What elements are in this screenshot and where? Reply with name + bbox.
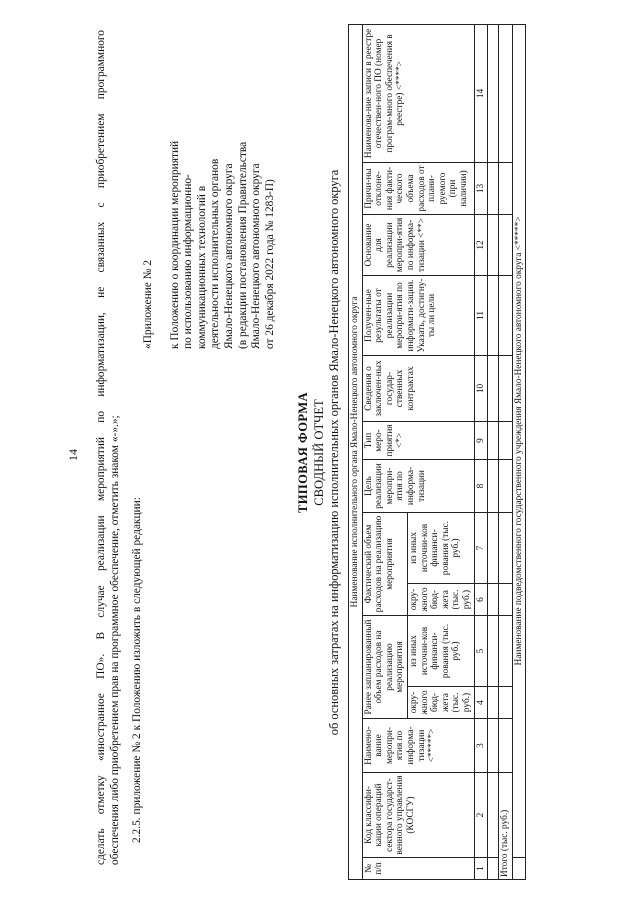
num-cell: 6 — [474, 584, 488, 616]
num-cell: 11 — [474, 276, 488, 356]
number-row — [474, 24, 488, 879]
num-cell: 8 — [474, 460, 488, 513]
subordinate-header: Наименование подведомственного государственного учреждения Ямало-Ненецкого автономного округа <*****> — [512, 24, 526, 857]
col-registry: Наименова-ние записи в реестре отечествен-ного ПО (номер програм-много обеспечения в реестре) <****> — [362, 24, 474, 162]
col-num: № п/п — [362, 858, 474, 880]
num-cell: 10 — [474, 356, 488, 422]
col-kosgu: Код классифи-кации операций сектора государст-венного управления (КОСГУ) — [362, 773, 474, 858]
report-subtitle: об основных затратах на информатизацию исполнительных органов Ямало-Ненецкого автономного округа — [327, 169, 341, 736]
col-planned-group: Ранее запланированный объем расходов на реализацию мероприятия — [362, 616, 407, 719]
col-actual-district: окру-жного бюд-жета (тыс. руб.) — [407, 584, 474, 616]
intro-line-1: сделать отметку «иностранное ПО». В случае реализации мероприятий по информатизации, не связанных с приобретением программного — [95, 30, 107, 865]
col-actual-other: из иных источни-ков финанси-рования (тыс. руб.) — [407, 513, 474, 584]
appendix-line: от 26 декабря 2022 года № 1283-П) — [263, 179, 276, 349]
total-label: Итого (тыс. руб.) — [499, 773, 513, 880]
num-cell: 13 — [474, 163, 488, 215]
col-event-name: Наимено-вание меропри-ятия по информа-тизации <*****> — [362, 719, 474, 773]
report-title: СВОДНЫЙ ОТЧЕТ — [312, 399, 326, 506]
appendix-line: (в редакции постановления Правительства — [236, 141, 249, 349]
num-cell: 14 — [474, 24, 488, 162]
intro-item: 2.2.5. приложение № 2 к Положению изложить в следующей редакции: — [131, 497, 143, 843]
appendix-note — [142, 49, 277, 349]
col-deviation: Причи-ны отклоне-ния факти-ческого объема расходов от плани-руемого (при наличии) — [362, 163, 474, 215]
num-cell: 4 — [474, 687, 488, 719]
empty-row — [488, 24, 499, 879]
org-header: Наименование исполнительного органа Ямало-Ненецкого автономного округа — [349, 24, 363, 879]
col-contracts: Сведения о заключен-ных государ-ственных контрактах — [362, 356, 474, 422]
num-cell: 7 — [474, 513, 488, 584]
col-planned-district: окру-жного бюд-жета (тыс. руб.) — [407, 687, 474, 719]
appendix-line: коммуникационных технологий в — [195, 185, 208, 349]
col-actual-group: Фактический объем расходов на реализацию мероприятия — [362, 513, 407, 616]
appendix-line: по использованию информационно- — [182, 174, 195, 349]
num-cell: 1 — [474, 858, 488, 880]
page-number: 14 — [66, 449, 80, 461]
num-cell: 12 — [474, 215, 488, 276]
num-cell: 2 — [474, 773, 488, 858]
col-results: Получен-ные результаты от реализации меропри-ятия по информати-зации. Указать, достигну-ты ли цели — [362, 276, 474, 356]
summary-table — [348, 24, 526, 880]
intro-paragraph — [94, 30, 122, 865]
col-goal: Цель реализации меропри-ятия по информа-тизации — [362, 460, 474, 513]
col-planned-other: из иных источни-ков финанси-рования (тыс. руб.) — [407, 616, 474, 687]
appendix-line: к Положению о координации мероприятий — [168, 140, 181, 349]
appendix-line: Ямало-Ненецкого автономного округа — [222, 163, 235, 349]
total-row — [499, 24, 513, 879]
num-cell: 5 — [474, 616, 488, 687]
appendix-line: Ямало-Ненецкого автономного округа — [250, 163, 263, 349]
num-cell: 9 — [474, 422, 488, 460]
intro-line-2: обеспечения либо приобретением прав на программное обеспечение, отметить знаком «-».»; — [109, 415, 122, 865]
num-cell: 3 — [474, 719, 488, 773]
subordinate-row — [512, 24, 526, 879]
appendix-line: деятельности исполнительных органов — [209, 158, 222, 349]
form-title: ТИПОВАЯ ФОРМА — [296, 391, 310, 514]
col-type: Тип меро-приятия <*> — [362, 422, 474, 460]
col-basis: Основание для реализации меропри-ятия по информа-тизации <**> — [362, 215, 474, 276]
appendix-title: «Приложение № 2 — [142, 259, 154, 349]
